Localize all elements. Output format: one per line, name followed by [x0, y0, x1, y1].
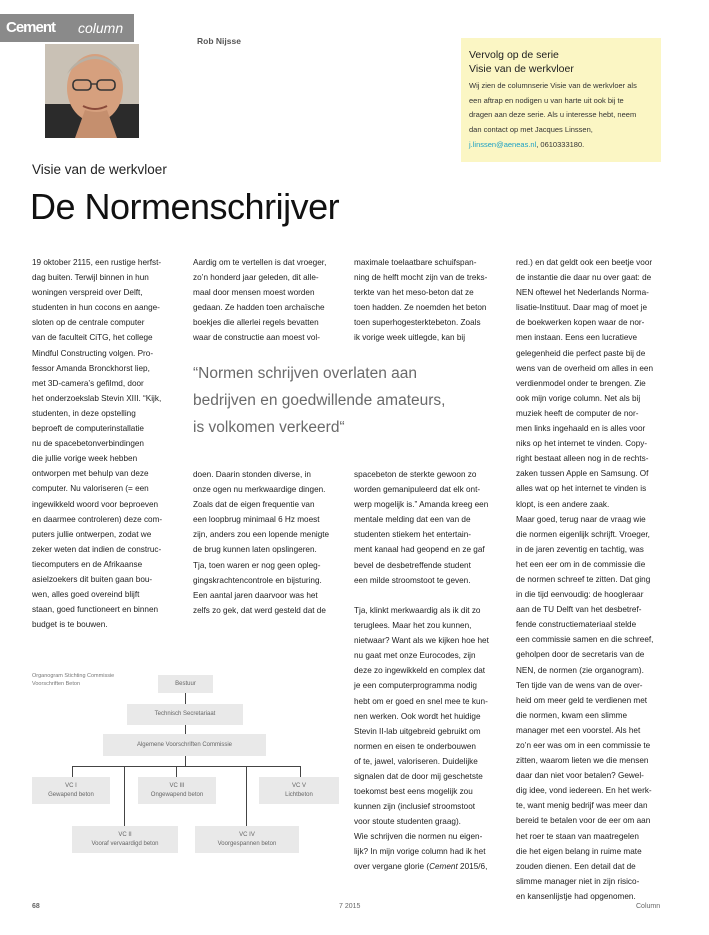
text-line: nietwaar? Want als we kijken hoe het: [354, 636, 489, 646]
text-line: fende constructiemateriaal stelde: [516, 620, 637, 630]
text-line: aan de TU Delft van het desbetref-: [516, 605, 642, 615]
article-kicker: Visie van de werkvloer: [32, 162, 167, 177]
orgchart-caption-line: Organogram Stichting Commissie: [32, 673, 115, 679]
text-line: Tja, toen waren er nog geen opleg-: [193, 560, 321, 570]
article-title: De Normenschrijver: [30, 186, 340, 227]
text-line: studenten in hun cocons en aange-: [32, 303, 160, 313]
text-line: de brug kunnen laten opslingeren.: [193, 545, 317, 555]
text-line: zo’n honderd jaar geleden, dit alle-: [193, 273, 319, 283]
text-line: Zoals dat de eigen frequentie van: [193, 500, 315, 510]
text-line: zijn, anders zou een lopende menigte: [193, 530, 330, 540]
org-connector: [185, 693, 186, 704]
author-photo: [45, 44, 139, 138]
org-box-label: VC III: [169, 783, 185, 789]
callout-body: [469, 79, 653, 153]
text-line: een commissie samen en die schreef,: [516, 635, 654, 645]
author-name: Rob Nijsse: [197, 36, 241, 46]
text-line: hebt om er goed en snel mee te kun-: [354, 696, 488, 706]
org-box-vc5: [259, 777, 339, 804]
text-line: Tja, klinkt merkwaardig als ik dit zo: [354, 606, 481, 615]
text-line: deze zo ingewikkeld en complex dat: [354, 666, 486, 676]
text-line: muziek heeft de computer de nor-: [516, 408, 639, 418]
text-line: daar dan niet voor betalen? Gewel-: [516, 771, 644, 781]
brand-bar: [0, 14, 134, 42]
text-line: zaken tussen Apple en Samsung. Of: [516, 469, 649, 479]
text-line: van de faculteit CiTG, het college: [32, 333, 153, 343]
article-column-4: [516, 255, 653, 904]
org-connector: [185, 725, 186, 734]
text-line: toen hadden. Ze noemden het beton: [354, 303, 487, 313]
text-run: over vergane glorie (: [354, 862, 430, 871]
callout-title-1: Vervolg op de serie: [469, 49, 559, 61]
text-line: manager met een voorstel. Als het: [516, 725, 641, 735]
text-line: asielzoekers dit buiten gaan bou-: [32, 574, 153, 584]
org-box-label: VC V: [291, 783, 306, 789]
text-line: zeker weten dat indien de construc-: [32, 544, 162, 554]
text-line: het onderzoekslab Stevin XIII. “Kijk,: [32, 393, 162, 403]
text-line: en daarmee controleren) deze com-: [32, 514, 163, 524]
brand-section: column: [78, 20, 124, 36]
text-line: ning de helft mocht zijn van de treks-: [354, 273, 488, 283]
text-line: toekomst best eens mogelijk zou: [354, 787, 473, 797]
text-line: lisatie-Instituut. Daar mag of moet je: [516, 303, 648, 313]
text-line: en kansenlijstje had opgenomen.: [516, 891, 636, 901]
org-box-label: Bestuur: [175, 680, 196, 687]
text-line: nen werken. Ook wordt het huidige: [354, 711, 481, 721]
text-line: men links ingehaald en is alles voor: [516, 424, 646, 434]
callout-line: Wij zien de columnserie Visie van de werkvloer als: [469, 81, 637, 90]
text-line: dag buiten. Terwijl binnen in hun: [32, 273, 149, 283]
text-line: computer. Nu valoriseren (= een: [32, 484, 149, 494]
text-line: fessor Amanda Bronckhorst liep,: [32, 363, 150, 373]
article-column-3-bottom-c: [354, 829, 486, 859]
text-line: NEN oftewel het Nederlands Norma-: [516, 288, 649, 298]
text-line: in de jaren zeventig en tachtig, was: [516, 544, 644, 554]
article-column-2-bottom: [193, 467, 329, 618]
text-line: men instaan. Eens een lucratieve: [516, 333, 638, 343]
org-box-label: VC IV: [239, 832, 255, 838]
text-line: ontworpen met behulp van deze: [32, 469, 149, 479]
org-box-label: Voorgespannen beton: [217, 840, 277, 847]
text-line: die het eigen belang in ruime mate: [516, 846, 642, 856]
org-connector: [72, 766, 73, 777]
text-line: voor stoute studenten graag).: [354, 817, 461, 827]
text-line: heid om meer geld te verdienen met: [516, 695, 648, 705]
article-column-1: [32, 255, 162, 632]
text-line: budget is te bouwen.: [32, 620, 108, 630]
text-line: te, want menig bedrijf was meer dan: [516, 801, 648, 811]
org-box-label: VC II: [118, 832, 132, 838]
org-connector: [246, 766, 247, 826]
text-line: alles wat op het internet te vinden is: [516, 484, 647, 494]
text-line: zouden dienen. Een detail dat de: [516, 861, 636, 871]
text-line: beproeft de computerinstallatie: [32, 424, 144, 434]
text-line: dig idee, vond iedereen. En het werk-: [516, 786, 652, 796]
text-line: het een eer om in de commissie die: [516, 559, 646, 569]
text-line: of te, jawel, valoriseren. Duidelijke: [354, 756, 478, 766]
text-line: die normen, kwam een slimme: [516, 710, 628, 720]
text-line: met 3D-camera’s gefilmd, door: [32, 378, 144, 388]
text-line: slimme manager niet in zijn risico-: [516, 876, 640, 886]
org-box-label: Ongewapend beton: [150, 791, 204, 798]
text-line: zo’n eer was om in een commissie te: [516, 741, 651, 750]
text-line: zelfs zo gek, dat werd gesteld dat de: [193, 605, 326, 615]
article-column-3-bottom-b: [354, 603, 489, 829]
text-line: spacebeton de sterkte gewoon zo: [354, 470, 477, 479]
page-number: 68: [32, 903, 40, 910]
text-line: wens van de overheid om alles in een: [516, 363, 653, 373]
article-column-3-last-line: [354, 859, 487, 874]
text-line: nu gaat met onze Eurocodes, zijn: [354, 651, 476, 661]
text-line: een loopbrug minimaal 6 Hz moest: [193, 515, 320, 525]
pull-quote-line: bedrijven en goedwillende amateurs,: [193, 392, 446, 409]
callout-line: dragen aan deze serie. Als u interesse hebt, neem: [469, 110, 637, 120]
org-box-secretariaat: [127, 704, 243, 725]
text-line: de boekwerken kopen waar de nor-: [516, 318, 645, 328]
org-connector: [72, 766, 301, 767]
text-line: wen, alles goed overeind blijft: [32, 590, 140, 600]
series-callout: [461, 38, 661, 162]
text-line: right bestaat alleen nog in de rechts-: [516, 454, 649, 464]
brand-logo: Cement: [6, 19, 56, 36]
text-line: doen. Daarin stonden diverse, in: [193, 470, 311, 479]
text-line: Een aantal jaren daarvoor was het: [193, 590, 318, 600]
org-connector: [185, 756, 186, 766]
org-box-label: VC I: [65, 783, 77, 789]
callout-line: een aftrap en nodigen u van harte uit ook bij te: [469, 95, 624, 105]
text-line: worden gemanipuleerd dat elk ont-: [354, 485, 481, 495]
text-line: Mindful Constructing volgen. Pro-: [32, 348, 154, 358]
callout-contact: [469, 138, 653, 153]
text-line: maximale toelaatbare schuifspan-: [354, 258, 477, 267]
org-box-label: Algemene Voorschriften Commissie: [136, 741, 233, 748]
pull-quote-line: is volkomen verkeerd“: [193, 419, 345, 436]
org-box-commissie: [103, 734, 266, 756]
org-box-vc4: [195, 826, 299, 853]
org-box-bestuur: [158, 675, 213, 693]
text-line: Ten tijde van de wens van de over-: [516, 680, 643, 690]
text-line: puters jullie ontwerpen, zodat we: [32, 529, 152, 539]
org-connector: [176, 766, 177, 777]
text-line: kunnen zijn (inclusief stroomstoot: [354, 802, 476, 812]
text-line: die jullie vorige week hebben: [32, 454, 138, 464]
org-box-vc3: [138, 777, 216, 804]
text-line: Stevin II-lab uitgebreid gebruikt om: [354, 726, 481, 736]
text-line: gelegenheid die perfect paste bij de: [516, 348, 646, 358]
text-line: Aardig om te vertellen is dat vroeger,: [193, 258, 327, 267]
text-line: boekjes die allerlei regels bevatten: [193, 318, 319, 328]
org-box-vc2: [72, 826, 178, 853]
article-column-3-bottom-a: [354, 467, 488, 588]
text-line: niks op het internet te vinden. Copy-: [516, 439, 648, 449]
text-line: sloten op de centrale computer: [32, 318, 145, 328]
text-line: Maar goed, terug naar de vraag wie: [516, 514, 646, 524]
text-line: waar de constructie aan moest vol-: [193, 333, 320, 343]
text-line: de instantie die daar nu over gaat: de: [516, 273, 652, 283]
text-line: signalen dat de door mij geschetste: [354, 772, 483, 782]
org-box-label: Technisch Secretariaat: [154, 711, 216, 718]
article-column-3-top: [354, 255, 487, 346]
orgchart-caption-line: Voorschriften Beton: [32, 681, 81, 687]
text-line: studenten stiekem het entertain-: [354, 530, 471, 540]
text-line: onze ogen nu merkwaardige dingen.: [193, 485, 326, 495]
text-line: ik vorige week uitlegde, kan bij: [354, 333, 466, 343]
text-line: ingewikkeld woord voor beproeven: [32, 499, 159, 509]
issue-number: 7 2015: [339, 903, 361, 910]
text-line: verdienmodel onder te brengen. Zie: [516, 378, 646, 388]
text-line: 19 oktober 2115, een rustige herfst-: [32, 258, 162, 267]
text-line: werp mogelijk is.” Amanda kreeg een: [354, 500, 489, 510]
org-box-vc1: [32, 777, 110, 804]
contact-email-link[interactable]: j.linssen@aeneas.nl: [469, 139, 537, 149]
text-line: normen en eisen te onderbouwen: [354, 741, 476, 751]
text-line: die normen eigenlijk schrijft. Vroeger,: [516, 529, 650, 539]
org-connector: [300, 766, 301, 777]
org-box-label: Lichtbeton: [285, 791, 313, 798]
org-box-label: Vooraf vervaardigd beton: [91, 840, 159, 847]
orgchart-caption: [32, 672, 114, 688]
contact-phone: , 0610333180.: [536, 139, 585, 149]
org-box-label: Gewapend beton: [48, 791, 94, 798]
pull-quote: [193, 360, 445, 441]
text-line: een milde stroomstoot te geven.: [354, 575, 471, 585]
callout-line: dan contact op met Jacques Linssen,: [469, 125, 593, 135]
pull-quote-line: “Normen schrijven overlaten aan: [193, 365, 417, 382]
text-line: toen superhogesterktebeton. Zoals: [354, 318, 481, 328]
text-line: bereid te betalen voor de eer om aan: [516, 816, 651, 826]
magazine-name: Cement: [429, 862, 458, 871]
text-line: woningen verspreid over Delft,: [32, 288, 143, 298]
text-line: ook mijn vorige column. Net als bij: [516, 393, 641, 403]
text-line: lijk? In mijn vorige column had ik het: [354, 847, 486, 857]
text-line: ment kanaal had geopend en ze gaf: [354, 545, 485, 555]
text-line: NEN, de normen (zie organogram).: [516, 665, 644, 675]
callout-title-2: Visie van de werkvloer: [469, 63, 574, 75]
text-line: mentale melding dat een van de: [354, 515, 471, 525]
section-label: Column: [636, 903, 661, 910]
text-line: bevel de desbetreffende student: [354, 560, 471, 570]
text-line: je een computerprogramma nodig: [354, 681, 477, 691]
text-line: klopt, is een andere zaak.: [516, 499, 610, 509]
text-line: red.) en dat geldt ook een beetje voor: [516, 258, 653, 267]
text-line: studenten, in deze opstelling: [32, 408, 136, 418]
text-line: tiecomputers en de Afrikaanse: [32, 559, 143, 569]
article-column-2-top: [193, 255, 326, 346]
text-line: teruglees. Maar het zou kunnen,: [354, 621, 472, 631]
text-line: nu de spacebetonverbindingen: [32, 439, 144, 449]
text-line: gedaan. Ze hadden toen archaïsche: [193, 303, 325, 313]
text-line: Wie schrijven die normen nu eigen-: [354, 832, 483, 841]
text-line: staan, goed functioneert en binnen: [32, 605, 159, 615]
text-line: zitten, waarom lieten we die mensen: [516, 756, 649, 766]
text-line: terkte van het meso-beton dat ze: [354, 288, 474, 298]
text-line: geholpen door de secretaris van de: [516, 650, 645, 660]
text-line: de normen schreef te zitten. Dat ging: [516, 574, 651, 584]
text-line: maal door mensen moest worden: [193, 288, 315, 298]
text-run: 2015/6,: [457, 862, 488, 871]
text-line: het roer te staan van maatregelen: [516, 831, 639, 841]
text-line: in die tijd eenvoudig: de hoogleraar: [516, 590, 644, 600]
text-line: gingskrachtencontrole en bijsturing.: [193, 575, 322, 585]
org-connector: [124, 766, 125, 826]
